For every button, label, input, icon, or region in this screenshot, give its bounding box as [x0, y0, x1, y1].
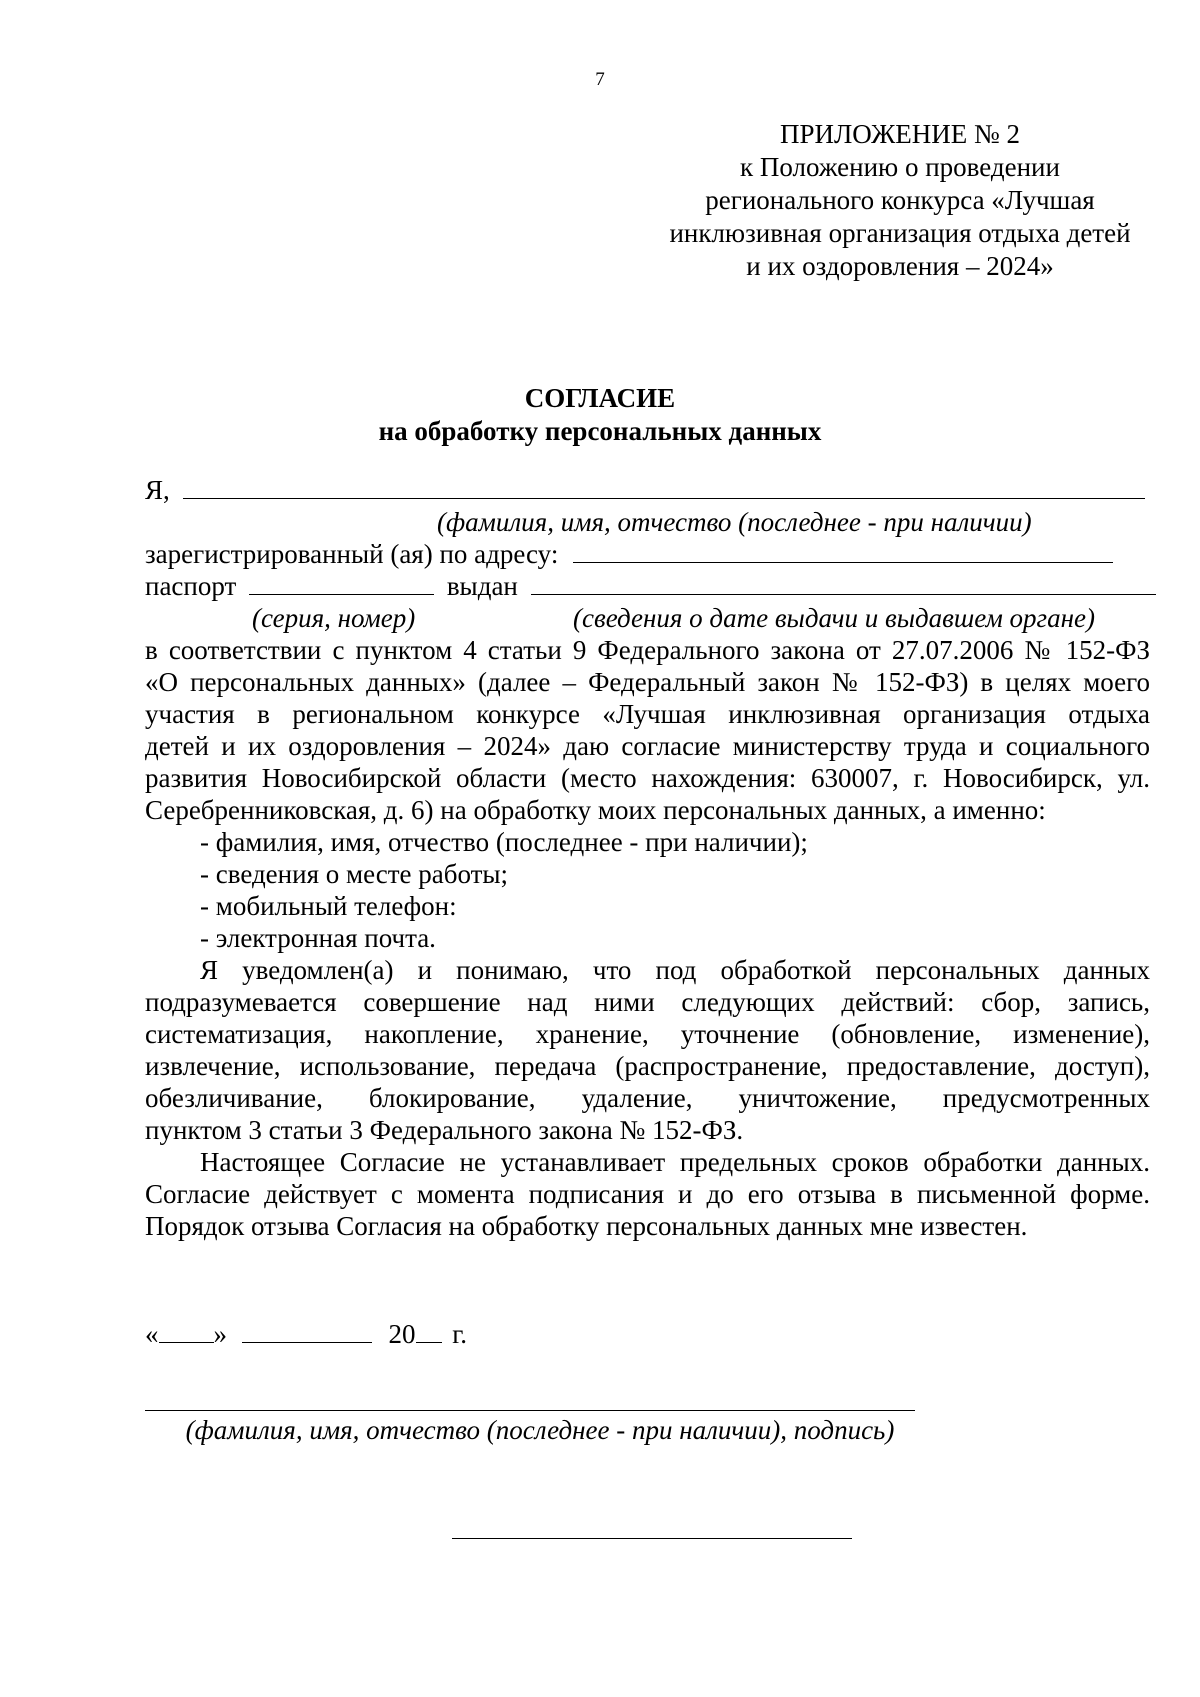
signature-line[interactable]	[145, 1410, 915, 1411]
issued-label: выдан	[446, 571, 518, 601]
date-close-quote: »	[213, 1319, 227, 1349]
term-paragraph	[145, 1146, 1150, 1242]
appendix-line: ПРИЛОЖЕНИЕ № 2	[779, 119, 1021, 149]
text-line: подразумевается совершение над ними следующих действий: сбор, запись,	[145, 987, 1150, 1017]
text-line: детей и их оздоровления – 2024» даю согласие министерству труда и социального	[145, 731, 1150, 761]
text-line: Настоящее Согласие не устанавливает предельных сроков обработки данных.	[200, 1147, 1150, 1177]
text-line: участия в региональном конкурсе «Лучшая инклюзивная организация отдыха	[145, 699, 1150, 729]
processing-paragraph	[145, 954, 1150, 1146]
year-suffix: г.	[452, 1319, 468, 1349]
fio-hint: (фамилия, имя, отчество (последнее - при наличии)	[437, 507, 1032, 537]
text-line: Порядок отзыва Согласия на обработку персональных данных мне известен.	[145, 1211, 1028, 1241]
text-line: в соответствии с пунктом 4 статьи 9 Федерального закона от 27.07.2006 № 152-ФЗ	[145, 635, 1150, 665]
text-line: пунктом 3 статьи 3 Федерального закона № 152-ФЗ.	[145, 1115, 744, 1145]
appendix-header	[640, 118, 1160, 283]
series-hint: (серия, номер)	[252, 603, 416, 633]
form-section	[145, 474, 1150, 634]
day-field[interactable]	[159, 1318, 214, 1343]
text-line: Согласие действует с момента подписания и до его отзыва в письменной форме.	[145, 1179, 1150, 1209]
document-title	[0, 382, 1200, 448]
text-line: «О персональных данных» (далее – Федеральный закон № 152-ФЗ) в целях моего	[145, 667, 1150, 697]
fio-field[interactable]	[183, 474, 1145, 499]
date-open-quote: «	[145, 1319, 159, 1349]
text-line: обезличивание, блокирование, удаление, уничтожение, предусмотренных	[145, 1083, 1150, 1113]
month-field[interactable]	[242, 1318, 372, 1343]
list-item: - фамилия, имя, отчество (последнее - при наличии);	[200, 827, 808, 857]
address-field[interactable]	[573, 538, 1113, 563]
list-item: - мобильный телефон:	[200, 891, 457, 921]
bottom-separator-line	[452, 1538, 852, 1539]
text-line: развития Новосибирской области (место нахождения: 630007, г. Новосибирск, ул.	[145, 763, 1150, 793]
date-line	[145, 1318, 467, 1350]
issued-field[interactable]	[531, 570, 1156, 595]
page-number: 7	[595, 69, 605, 90]
appendix-line: к Положению о проведении	[740, 152, 1060, 182]
consent-paragraph	[145, 634, 1150, 954]
list-item: - электронная почта.	[200, 923, 436, 953]
appendix-line: регионального конкурса «Лучшая	[705, 185, 1095, 215]
passport-label: паспорт	[145, 571, 237, 601]
passport-series-field[interactable]	[249, 570, 434, 595]
text-line: Я уведомлен(а) и понимаю, что под обработкой персональных данных	[200, 955, 1150, 985]
text-line: Серебренниковская, д. 6) на обработку моих персональных данных, а именно:	[145, 795, 1046, 825]
title-sub: на обработку персональных данных	[378, 416, 822, 446]
text-line: извлечение, использование, передача (распространение, предоставление, доступ),	[145, 1051, 1150, 1081]
year-prefix: 20	[388, 1319, 416, 1349]
signature-hint: (фамилия, имя, отчество (последнее - при наличии), подпись)	[185, 1415, 895, 1445]
ya-label: Я,	[145, 475, 170, 505]
appendix-line: и их оздоровления – 2024»	[746, 251, 1054, 281]
issue-hint: (сведения о дате выдачи и выдавшем органе)	[573, 603, 1095, 633]
list-item: - сведения о месте работы;	[200, 859, 509, 889]
title-main: СОГЛАСИЕ	[524, 383, 676, 413]
year-field[interactable]	[416, 1318, 442, 1343]
text-line: систематизация, накопление, хранение, уточнение (обновление, изменение),	[145, 1019, 1150, 1049]
appendix-line: инклюзивная организация отдыха детей	[669, 218, 1131, 248]
address-label: зарегистрированный (ая) по адресу:	[145, 539, 559, 569]
